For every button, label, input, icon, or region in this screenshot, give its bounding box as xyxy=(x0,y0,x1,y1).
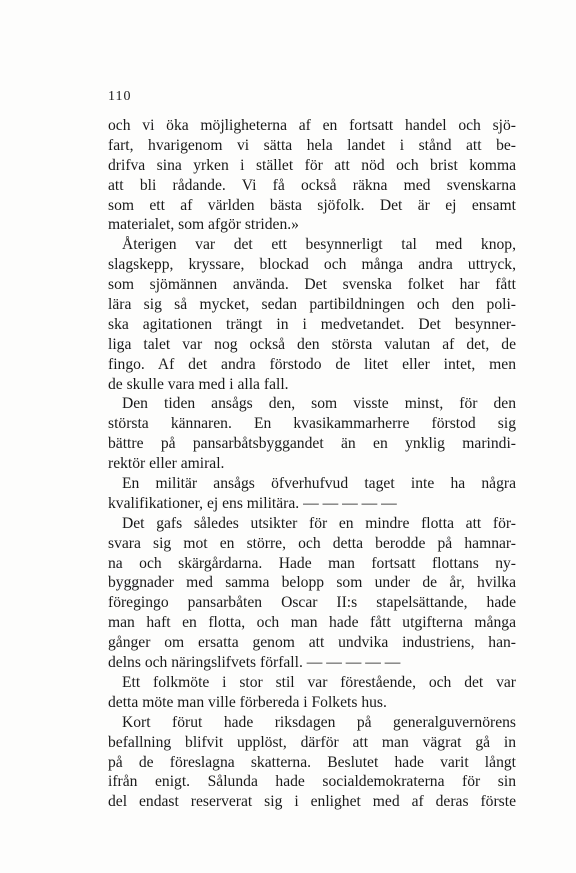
text-line: materialet, som afgör striden.» xyxy=(108,216,299,234)
text-line: del endast reserverat sig i enlighet med af deras förste xyxy=(108,793,516,811)
text-line: att bli rådande. Vi få också räkna med svenskarna xyxy=(108,176,516,194)
text-line: som sjömännen använda. Det svenska folket har fått xyxy=(108,276,516,294)
text-line: och vi öka möjligheterna af en fortsatt handel och sjö- xyxy=(108,117,516,134)
text-line: fingo. Af det andra förstodo de litet eller intet, men xyxy=(108,355,516,373)
body-text xyxy=(108,116,516,812)
text-line: som ett af världen bästa sjöfolk. Det är ej ensamt xyxy=(108,196,516,214)
page-number: 110 xyxy=(108,89,132,104)
text-line: En militär ansågs öfverhufvud taget inte ha några xyxy=(122,475,516,493)
text-line: rektör eller amiral. xyxy=(108,455,225,473)
text-line: Ett folkmöte i stor stil var förestående, och det var xyxy=(122,673,516,691)
text-line: svara sig mot en större, och detta berodde på hamnar- xyxy=(108,534,516,552)
text-line: största kännaren. En kvasikammarherre förstod sig xyxy=(108,415,516,433)
text-line: Återigen var det ett besynnerligt tal med knop, xyxy=(122,236,516,254)
text-line: slagskepp, kryssare, blockad och många andra uttryck, xyxy=(108,256,516,274)
text-line: föregingo pansarbåten Oscar II:s stapelsättande, hade xyxy=(108,594,516,612)
text-line: gånger om ersatta genom att undvika industriens, han- xyxy=(108,634,516,652)
text-line: de skulle vara med i alla fall. xyxy=(108,375,289,393)
text-line: fart, hvarigenom vi sätta hela landet i stånd att be- xyxy=(108,136,516,154)
text-line: man haft en flotta, och man hade fått utgifterna många xyxy=(108,614,516,632)
text-line: Den tiden ansågs den, som visste minst, för den xyxy=(122,395,516,413)
text-line: lära sig så mycket, sedan partibildningen och den poli- xyxy=(108,296,516,314)
text-line: befallning blifvit upplöst, därför att man vägrat gå in xyxy=(108,733,516,751)
text-line: Kort förut hade riksdagen på generalguvernörens xyxy=(122,713,516,731)
text-line: ifrån enigt. Sålunda hade socialdemokraterna för sin xyxy=(108,773,516,791)
text-line: detta möte man ville förbereda i Folkets hus. xyxy=(108,693,387,711)
text-line: byggnader med samma belopp som under de år, hvilka xyxy=(108,574,516,592)
text-line: na och skärgårdarna. Hade man fortsatt flottans ny- xyxy=(108,554,516,572)
text-line: delns och näringslifvets förfall. — — — — — xyxy=(108,654,401,672)
text-line: drifva sina yrken i stället för att nöd och brist komma xyxy=(108,156,516,174)
text-line: liga talet var nog också den största valutan af det, de xyxy=(108,335,516,353)
text-line: Det gafs således utsikter för en mindre flotta att för- xyxy=(122,514,516,532)
text-line: på de föreslagna skatterna. Beslutet hade varit långt xyxy=(108,753,516,771)
text-line: kvalifikationer, ej ens militära. — — — — — xyxy=(108,494,397,512)
text-line: bättre på pansarbåtsbyggandet än en ynklig marindi- xyxy=(108,435,516,453)
text-line: ska agitationen trängt in i medvetandet. Det besynner- xyxy=(108,315,516,333)
